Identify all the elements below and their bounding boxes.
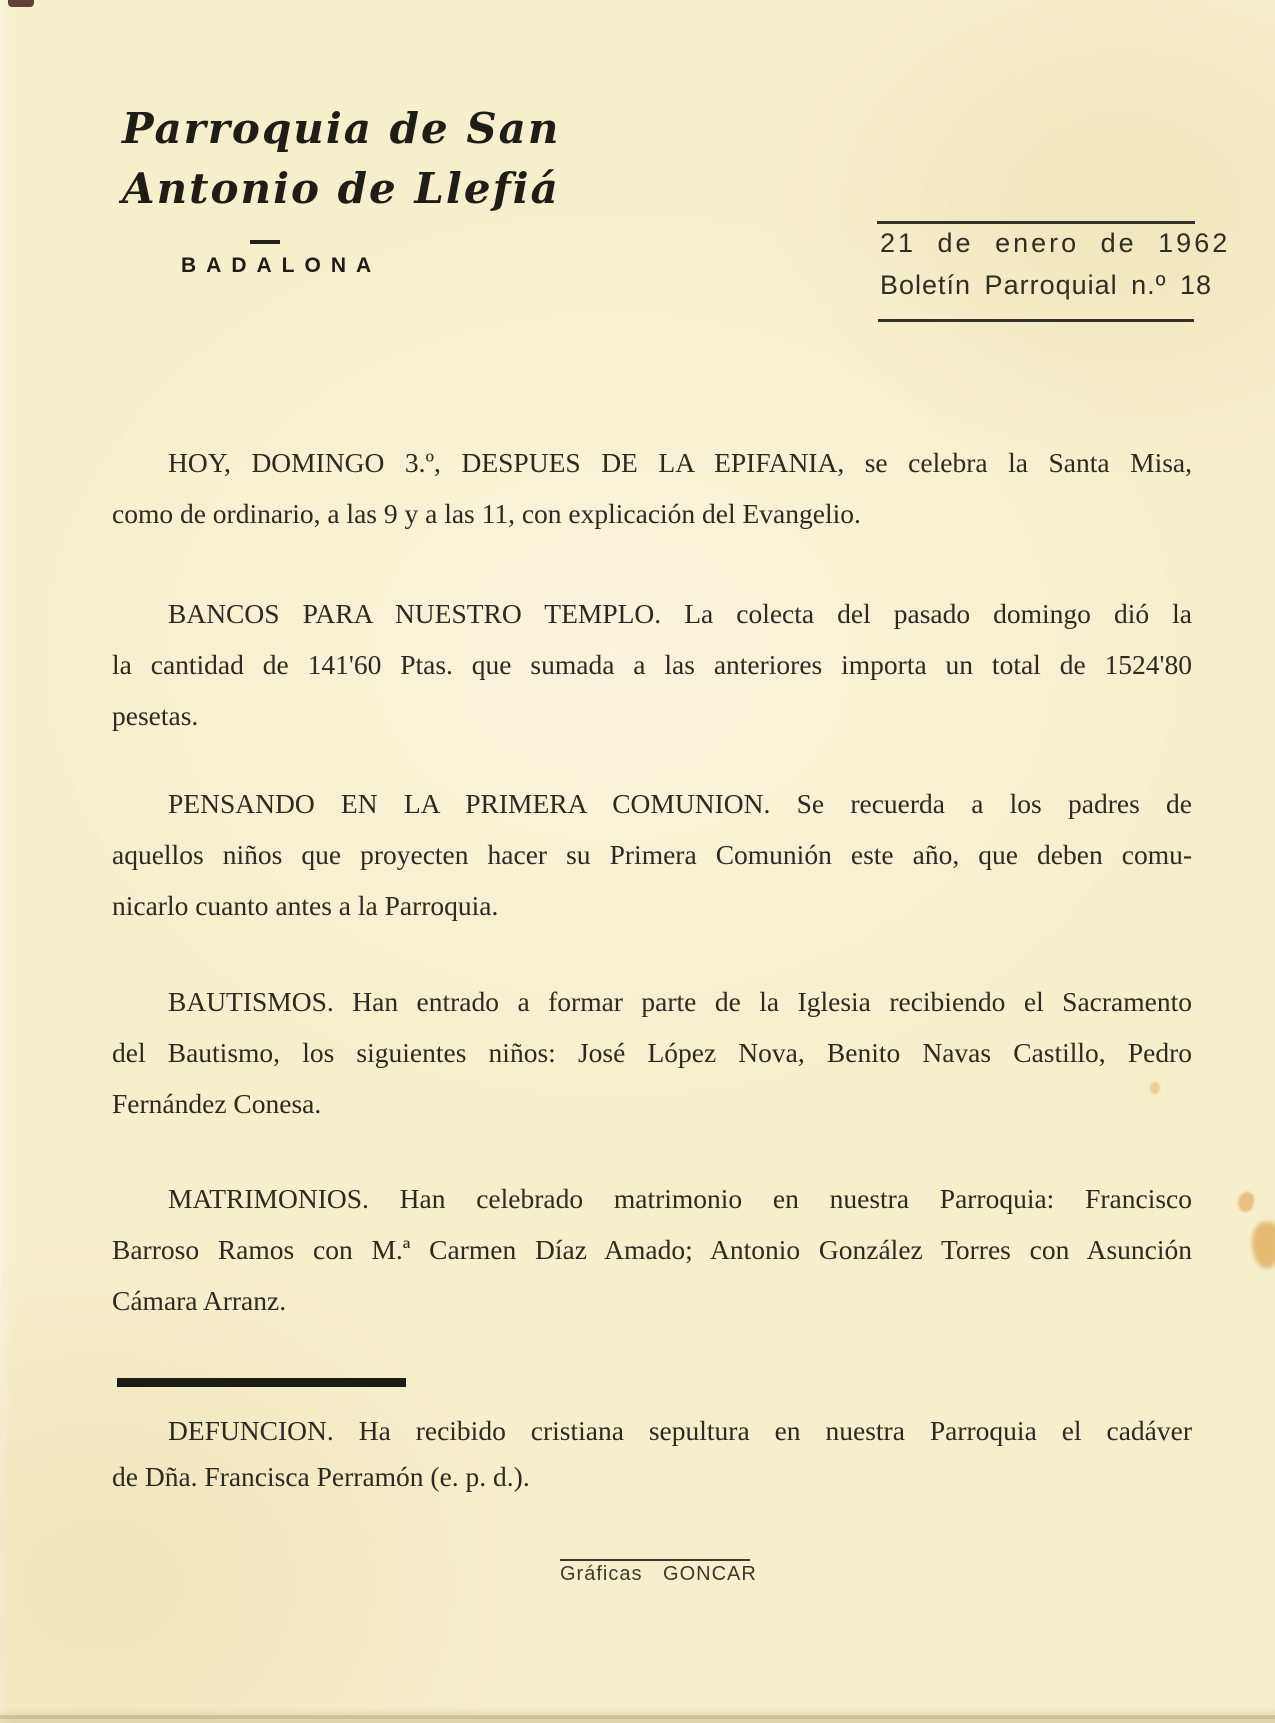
paragraph-mass-announcement (112, 437, 1192, 539)
text-line: de Dña. Francisca Perramón (e. p. d.). (112, 1461, 530, 1492)
parish-name-line1: Parroquia de San (122, 104, 561, 153)
text-line: BAUTISMOS. Han entrado a formar parte de la Iglesia recibiendo el Sacramento (168, 986, 1192, 1017)
text-line: MATRIMONIOS. Han celebrado matrimonio en nuestra Parroquia: Francisco (168, 1183, 1192, 1214)
masthead-dash (250, 240, 280, 244)
text-line: del Bautismo, los siguientes niños: José López Nova, Benito Navas Castillo, Pedro (112, 1037, 1192, 1068)
bulletin-number: Boletín Parroquial n.º 18 (880, 270, 1213, 300)
paper-stain (1252, 1222, 1275, 1268)
paragraph-marriages (112, 1173, 1192, 1326)
text-line: pesetas. (112, 700, 199, 731)
text-line: Barroso Ramos con M.ª Carmen Díaz Amado; Antonio González Torres con Asunción (112, 1234, 1192, 1265)
text-line: PENSANDO EN LA PRIMERA COMUNION. Se recuerda a los padres de (168, 788, 1192, 819)
paragraph-first-communion (112, 778, 1192, 931)
text-line: DEFUNCION. Ha recibido cristiana sepultura en nuestra Parroquia el cadáver (168, 1415, 1192, 1446)
text-line: nicarlo cuanto antes a la Parroquia. (112, 890, 499, 921)
section-divider-bar (117, 1378, 406, 1387)
text-line: HOY, DOMINGO 3.º, DESPUES DE LA EPIFANIA, se celebra la Santa Misa, (168, 447, 1192, 478)
text-line: BANCOS PARA NUESTRO TEMPLO. La colecta del pasado domingo dió la (168, 598, 1192, 629)
scan-smudge-mark (8, 0, 34, 7)
printer-credit: Gráficas GONCAR (560, 1563, 757, 1585)
text-line: Cámara Arranz. (112, 1285, 287, 1316)
paper-bottom-edge (0, 1715, 1275, 1719)
date-block-top-rule (877, 221, 1195, 224)
paragraph-baptisms (112, 976, 1192, 1129)
paper-stain (1238, 1192, 1254, 1212)
text-line: como de ordinario, a las 9 y a las 11, con explicación del Evangelio. (112, 498, 861, 529)
parish-name-line2: Antonio de Llefiá (122, 164, 560, 213)
issue-date: 21 de enero de 1962 (880, 228, 1231, 258)
text-line: aquellos niños que proyecten hacer su Primera Comunión este año, que deben comu- (112, 839, 1192, 870)
paragraph-death-notice (112, 1408, 1192, 1500)
city-label: BADALONA (181, 254, 382, 277)
text-line: la cantidad de 141'60 Ptas. que sumada a las anteriores importa un total de 1524'80 (112, 649, 1192, 680)
printer-rule (560, 1559, 750, 1561)
date-block-bottom-rule (878, 319, 1194, 322)
paragraph-collection (112, 588, 1192, 741)
text-line: Fernández Conesa. (112, 1088, 322, 1119)
